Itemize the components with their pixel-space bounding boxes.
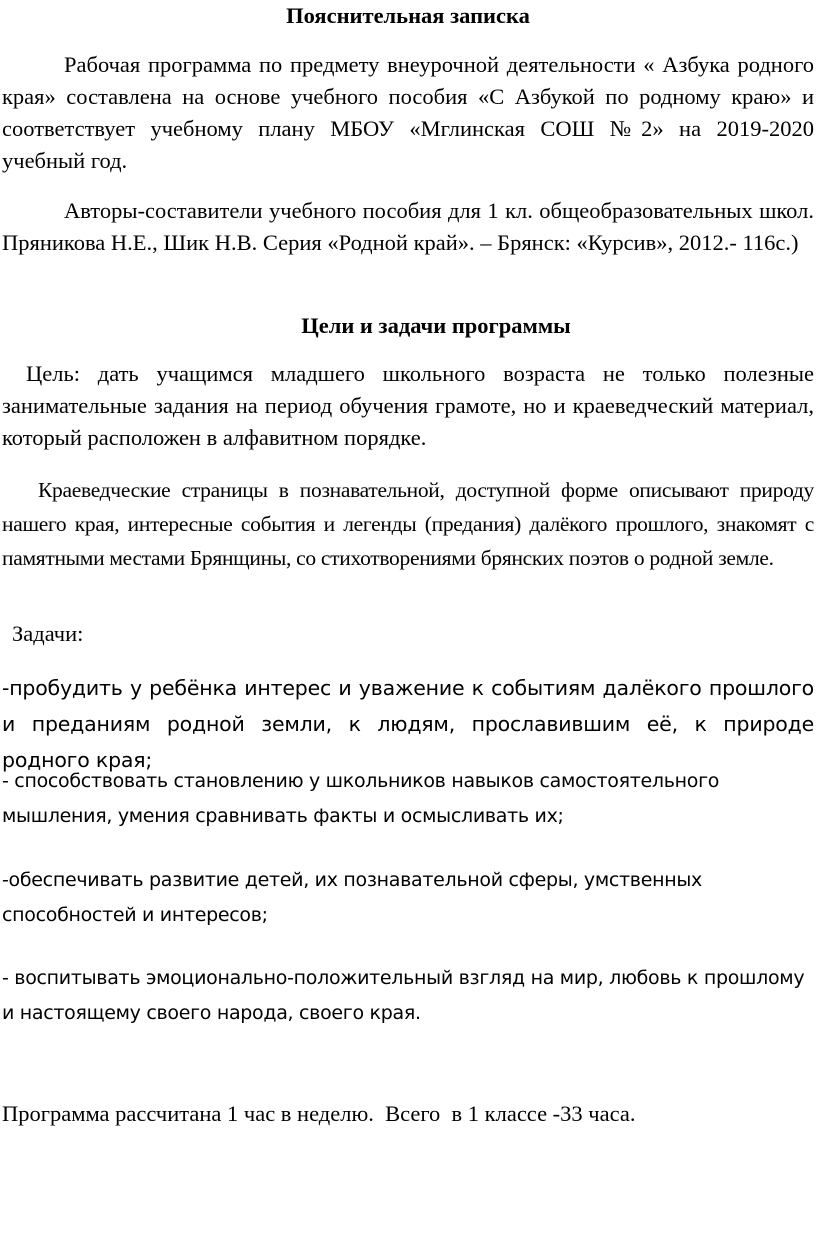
- task-item-4: - воспитывать эмоционально-положительный взгляд на мир, любовь к прошлому и настоящему своего народа, своего края.: [2, 967, 805, 1024]
- tasks-label: Задачи:: [12, 621, 84, 646]
- document-title: Пояснительная записка: [286, 3, 530, 28]
- goal-paragraph: Цель: дать учащимся младшего школьного возраста не только полезные занимательные задания на период обучения грамоте, но и краеведческий материал, который расположен в алфавитном порядке.: [2, 361, 814, 450]
- goals-heading: Цели и задачи программы: [301, 313, 571, 338]
- task-item-2: - способствовать становлению у школьников навыков самостоятельного мышления, умения сравнивать факты и осмысливать их;: [2, 770, 720, 827]
- authors-paragraph: Авторы-составители учебного пособия для 1 кл. общеобразовательных школ. Пряникова Н.Е., Шик Н.В. Серия «Родной край». – Брянск: «Курсив», 2012.- 116с.): [2, 198, 814, 255]
- intro-paragraph: Рабочая программа по предмету внеурочной деятельности « Азбука родного края» составлена на основе учебного пособия «С Азбукой по родному краю» и соответствует учебному плану МБОУ «Мглинская СОШ №2» на 2019-2020 учебный год.: [2, 52, 814, 173]
- task-item-1: -пробудить у ребёнка интерес и уважение к событиям далёкого прошлого и преданиям родной земли, к людям, прославившим её, к природе родного края;: [2, 676, 814, 772]
- local-pages-paragraph: Краеведческие страницы в познавательной, доступной форме описывают природу нашего края, интересные события и легенды (предания) далёкого прошлого, знакомят с памятными местами Брянщины, со стихотворениями брянских поэтов о родной земле.: [2, 478, 814, 570]
- hours-note: Программа рассчитана 1 час в неделю. Всего в 1 классе -33 часа.: [2, 1101, 636, 1126]
- task-item-3: -обеспечивать развитие детей, их познавательной сферы, умственных способностей и интересов;: [2, 869, 702, 926]
